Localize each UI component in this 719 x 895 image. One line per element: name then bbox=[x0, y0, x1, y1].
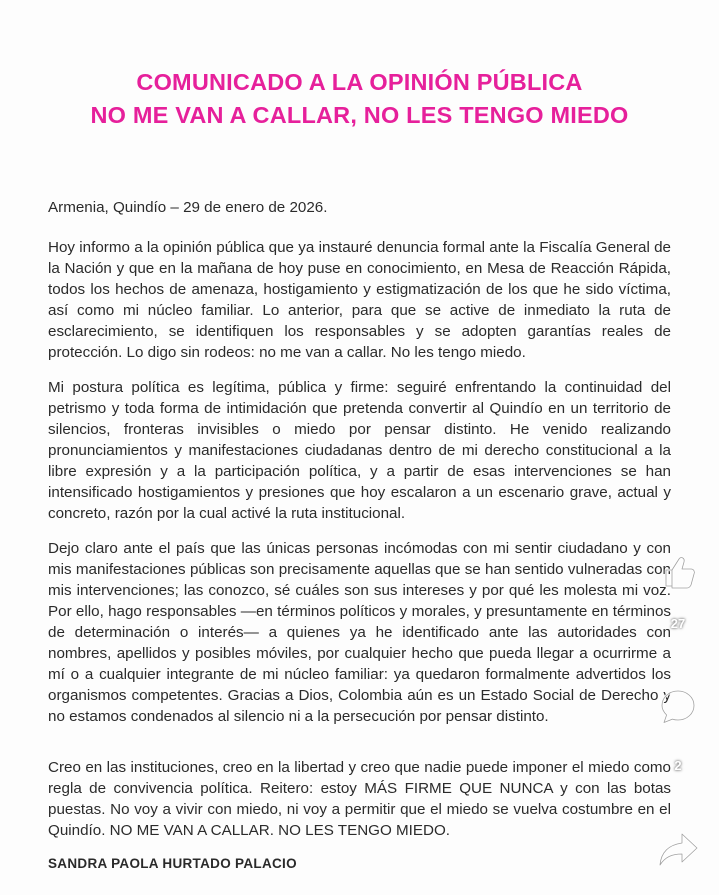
paragraph-2-text: Mi postura política es legítima, pública y firme: seguiré enfrentando la continuidad del petrismo y toda forma de intimidación que pretenda convertir al Quindío en un territorio de silencios, fronteras invisibles o miedo por pensar distinto. He venido realizando pronunciamientos y manifestaciones ciudadanas dentro de mi derecho constitucional a la libre expresión y a la participación política, y a partir de esas intervenciones se han intensificado hostigamientos y presiones que hoy escalaron a un escenario grave, actual y concreto, razón por la cual activé la ruta institucional. bbox=[48, 379, 671, 522]
paragraph-1 bbox=[48, 237, 671, 363]
paragraph-1-text: Hoy informo a la opinión pública que ya instauré denuncia formal ante la Fiscalía General de la Nación y que en la mañana de hoy puse en conocimiento, en Mesa de Reacción Rápida, todos los hechos de amenaza, hostigamiento y estigmatización de los que he sido víctima, así como mi núcleo familiar. Lo anterior, para que se active de inmediato la ruta de esclarecimiento, se identifiquen los responsables y se adopten garantías reales de protección. Lo digo sin rodeos: no me van a callar. No les tengo miedo. bbox=[48, 239, 671, 361]
like-count: 27 bbox=[670, 616, 686, 631]
paragraph-4 bbox=[48, 757, 671, 841]
comment-icon[interactable] bbox=[658, 686, 698, 726]
signature: SANDRA PAOLA HURTADO PALACIO bbox=[48, 856, 297, 871]
share-icon[interactable] bbox=[656, 830, 700, 870]
document-title bbox=[0, 66, 719, 132]
paragraph-3 bbox=[48, 538, 671, 727]
comment-count: 2 bbox=[674, 758, 682, 773]
paragraph-2 bbox=[48, 377, 671, 524]
thumbs-up-icon[interactable] bbox=[658, 552, 698, 592]
paragraph-4-text: Creo en las instituciones, creo en la libertad y creo que nadie puede imponer el miedo como regla de convivencia política. Reitero: estoy MÁS FIRME QUE NUNCA y con las botas puestas. No voy a vivir con miedo, ni voy a permitir que el miedo se vuelva costumbre en el Quindío. NO ME VAN A CALLAR. NO LES TENGO MIEDO. bbox=[48, 759, 671, 839]
dateline bbox=[48, 197, 671, 218]
dateline-text: Armenia, Quindío – 29 de enero de 2026. bbox=[48, 199, 328, 216]
paragraph-3-text: Dejo claro ante el país que las únicas personas incómodas con mi sentir ciudadano y con mis manifestaciones públicas son precisamente aquellas que se han sentido vulneradas con mis intervenciones; las conozco, sé cuáles son sus intereses y por qué les molesta mi voz. Por ello, hago responsables —en términos políticos y morales, y presuntamente en términos de determinación o interés— a quienes ya he identificado ante las autoridades con nombres, apellidos y posibles móviles, por cualquier hecho que pueda llegar a ocurrirme a mí o a cualquier integrante de mi núcleo familiar: ya quedaron formalmente advertidos los organismos competentes. Gracias a Dios, Colombia aún es un Estado Social de Derecho y no estamos condenados al silencio ni a la persecución por pensar distinto. bbox=[48, 540, 671, 725]
title-line-1: COMUNICADO A LA OPINIÓN PÚBLICA bbox=[136, 69, 583, 95]
title-line-2: NO ME VAN A CALLAR, NO LES TENGO MIEDO bbox=[90, 102, 629, 128]
